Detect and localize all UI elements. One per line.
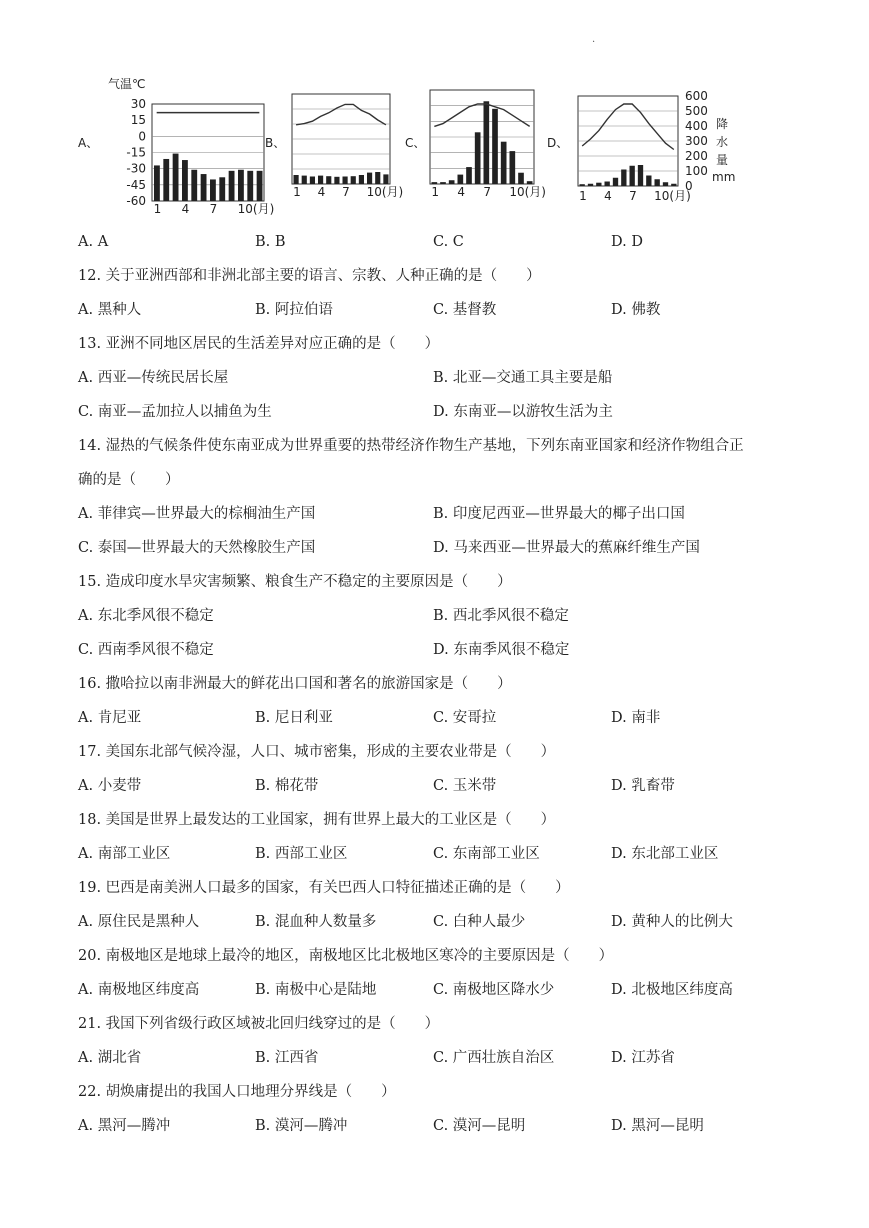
question-16-stem: 16. 撒哈拉以南非洲最大的鲜花出口国和著名的旅游国家是（ ）	[78, 676, 512, 692]
question-21-option-b: B. 江西省	[255, 1050, 319, 1066]
question-22-option-d: D. 黑河—昆明	[611, 1118, 704, 1134]
question-16-option-a: A. 肯尼亚	[78, 710, 142, 726]
chart-a-precip-bar	[201, 174, 207, 201]
question-18-option-c: C. 东南部工业区	[433, 846, 540, 862]
chart-d-precip-bar	[621, 170, 626, 187]
question-17-option-b: B. 棉花带	[255, 778, 319, 794]
question-14-option-d: D. 马来西亚—世界最大的蕉麻纤维生产国	[433, 540, 700, 556]
chart-b-precip-bar	[343, 177, 348, 185]
chart-d-month-label: 10(月)	[654, 189, 691, 203]
temp-tick-label: -60	[126, 194, 146, 208]
question-21-stem: 21. 我国下列省级行政区域被北回归线穿过的是（ ）	[78, 1016, 440, 1032]
question-20-option-a: A. 南极地区纬度高	[78, 982, 200, 998]
header-mark: .	[592, 34, 596, 45]
chart-c-precip-bar	[492, 109, 498, 184]
question-12-option-b: B. 阿拉伯语	[255, 302, 333, 318]
chart-a-precip-bar	[154, 165, 160, 201]
chart-d-precip-bar	[605, 182, 610, 187]
question-12-option-c: C. 基督教	[433, 302, 497, 318]
chart-a-precip-bar	[247, 171, 253, 201]
chart-option-label-b: B、	[265, 136, 286, 150]
chart-b-temp-line	[296, 104, 386, 124]
chart-d-month-label: 4	[604, 189, 612, 203]
question-19-option-a: A. 原住民是黑种人	[78, 914, 200, 930]
chart-a-precip-bar	[191, 170, 197, 201]
q11-option-a: A. A	[78, 234, 109, 250]
chart-c-precip-bar	[518, 173, 524, 184]
chart-a-precip-bar	[219, 177, 225, 201]
question-15-stem: 15. 造成印度水旱灾害频繁、粮食生产不稳定的主要原因是（ ）	[78, 574, 512, 590]
question-13-stem: 13. 亚洲不同地区居民的生活差异对应正确的是（ ）	[78, 336, 440, 352]
question-15-option-c: C. 西南季风很不稳定	[78, 642, 214, 658]
question-14-option-c: C. 泰国—世界最大的天然橡胶生产国	[78, 540, 316, 556]
chart-c-precip-bar	[501, 142, 507, 184]
chart-d-precip-bar	[613, 178, 618, 186]
chart-b-precip-bar	[294, 175, 299, 184]
chart-d-month-label: 7	[629, 189, 637, 203]
precip-axis-title-char: 降	[716, 117, 729, 131]
chart-a-month-label: 1	[153, 202, 162, 216]
chart-c-precip-bar	[458, 175, 464, 184]
chart-d-precip-bar	[663, 182, 668, 186]
temp-tick-label: -15	[126, 145, 146, 160]
precip-tick-label: 600	[685, 89, 708, 103]
precip-axis-title-char: 水	[716, 135, 729, 149]
question-18-option-b: B. 西部工业区	[255, 846, 348, 862]
question-17-option-d: D. 乳畜带	[611, 778, 675, 794]
temp-axis-title: 气温℃	[108, 77, 146, 91]
chart-b-precip-bar	[318, 176, 323, 184]
chart-b-precip-bar	[351, 176, 356, 184]
q11-option-b: B. B	[255, 234, 286, 250]
chart-d-precip-bar	[588, 184, 593, 186]
temp-tick-label: -30	[126, 161, 146, 176]
q11-option-d: D. D	[611, 234, 643, 250]
question-22-option-a: A. 黑河—腾冲	[78, 1118, 171, 1134]
chart-a-precip-bar	[182, 160, 188, 201]
chart-c-precip-bar	[466, 167, 472, 184]
question-19-option-d: D. 黄种人的比例大	[611, 914, 733, 930]
chart-d-month-label: 1	[579, 189, 587, 203]
chart-d-precip-bar	[630, 166, 635, 186]
question-22-stem: 22. 胡焕庸提出的我国人口地理分界线是（ ）	[78, 1084, 396, 1100]
temp-tick-label: 30	[130, 97, 146, 111]
chart-a-month-label: 4	[181, 202, 190, 216]
chart-a-precip-bar	[257, 171, 263, 201]
question-13-option-c: C. 南亚—孟加拉人以捕鱼为生	[78, 404, 272, 420]
chart-c-precip-bar	[527, 181, 533, 184]
chart-option-label-c: C、	[405, 136, 426, 150]
chart-c-precip-bar	[432, 182, 438, 184]
question-22-option-b: B. 漠河—腾冲	[255, 1118, 348, 1134]
question-20-option-b: B. 南极中心是陆地	[255, 982, 377, 998]
question-19-option-c: C. 白种人最少	[433, 914, 526, 930]
precip-tick-label: 300	[685, 134, 708, 148]
chart-c-month-label: 4	[457, 185, 465, 199]
chart-c-precip-bar	[475, 132, 481, 184]
question-12-stem: 12. 关于亚洲西部和非洲北部主要的语言、宗教、人种正确的是（ ）	[78, 268, 541, 284]
climate-charts-svg	[78, 74, 736, 216]
question-22-option-c: C. 漠河—昆明	[433, 1118, 526, 1134]
question-15-option-b: B. 西北季风很不稳定	[433, 608, 569, 624]
question-14-stem: 14. 湿热的气候条件使东南亚成为世界重要的热带经济作物生产基地，下列东南亚国家和经济作物组合正	[78, 438, 744, 454]
question-16-option-b: B. 尼日利亚	[255, 710, 333, 726]
chart-option-label-d: D、	[547, 136, 569, 150]
chart-a-precip-bar	[163, 159, 169, 201]
question-15-option-d: D. 东南季风很不稳定	[433, 642, 570, 658]
temp-tick-label: 0	[138, 129, 146, 144]
question-18-option-d: D. 东北部工业区	[611, 846, 719, 862]
chart-d-precip-bar	[646, 176, 651, 187]
question-21-option-a: A. 湖北省	[78, 1050, 142, 1066]
question-20-option-c: C. 南极地区降水少	[433, 982, 555, 998]
chart-c-precip-bar	[484, 101, 490, 184]
question-20-stem: 20. 南极地区是地球上最冷的地区，南极地区比北极地区寒冷的主要原因是（ ）	[78, 948, 614, 964]
chart-a-precip-bar	[229, 171, 235, 201]
question-15-option-a: A. 东北季风很不稳定	[78, 608, 214, 624]
precip-tick-label: 0	[685, 179, 693, 193]
question-17-stem: 17. 美国东北部气候冷湿，人口、城市密集，形成的主要农业带是（ ）	[78, 744, 556, 760]
question-16-option-c: C. 安哥拉	[433, 710, 497, 726]
question-14-option-a: A. 菲律宾—世界最大的棕榈油生产国	[78, 506, 316, 522]
chart-b-precip-bar	[359, 175, 364, 184]
question-16-option-d: D. 南非	[611, 710, 661, 726]
chart-a-month-label: 7	[209, 202, 218, 216]
chart-d-precip-bar	[655, 179, 660, 186]
question-20-option-d: D. 北极地区纬度高	[611, 982, 733, 998]
question-21-option-d: D. 江苏省	[611, 1050, 675, 1066]
question-17-option-c: C. 玉米带	[433, 778, 497, 794]
chart-b-month-label: 10(月)	[366, 185, 404, 199]
chart-b-month-label: 7	[342, 185, 350, 199]
chart-b-precip-bar	[334, 177, 339, 184]
question-19-stem: 19. 巴西是南美洲人口最多的国家，有关巴西人口特征描述正确的是（ ）	[78, 880, 570, 896]
q11-option-c: C. C	[433, 234, 464, 250]
question-17-option-a: A. 小麦带	[78, 778, 142, 794]
precip-tick-label: 400	[685, 119, 708, 133]
precip-axis-unit: mm	[712, 170, 736, 184]
question-13-option-b: B. 北亚—交通工具主要是船	[433, 370, 613, 386]
chart-c-temp-line	[434, 104, 529, 126]
chart-b-month-label: 1	[293, 185, 301, 199]
chart-b-precip-bar	[375, 172, 380, 184]
chart-c-precip-bar	[510, 151, 516, 184]
question-18-option-a: A. 南部工业区	[78, 846, 171, 862]
temp-tick-label: 15	[130, 113, 146, 128]
chart-a-precip-bar	[210, 179, 216, 201]
chart-b-precip-bar	[326, 176, 331, 184]
chart-d-precip-bar	[596, 183, 601, 186]
chart-b-month-label: 4	[317, 185, 326, 199]
question-12-option-d: D. 佛教	[611, 302, 661, 318]
chart-d-precip-bar	[671, 184, 676, 186]
question-13-option-d: D. 东南亚—以游牧生活为主	[433, 404, 613, 420]
question-12-option-a: A. 黑种人	[78, 302, 142, 318]
chart-option-label-a: A、	[78, 136, 99, 150]
question-13-option-a: A. 西亚—传统民居长屋	[78, 370, 229, 386]
chart-b-precip-bar	[310, 177, 315, 185]
precip-tick-label: 100	[685, 164, 708, 178]
climate-charts-figure	[78, 74, 736, 216]
question-19-option-b: B. 混血种人数量多	[255, 914, 377, 930]
chart-c-precip-bar	[440, 182, 446, 184]
chart-b-precip-bar	[302, 176, 307, 184]
chart-b-precip-bar	[367, 173, 372, 184]
question-18-stem: 18. 美国是世界上最发达的工业国家，拥有世界上最大的工业区是（ ）	[78, 812, 556, 828]
chart-d-precip-bar	[580, 184, 585, 186]
chart-c-month-label: 1	[431, 185, 439, 199]
chart-c-precip-bar	[449, 180, 455, 184]
precip-tick-label: 500	[685, 104, 708, 118]
chart-d-precip-bar	[638, 165, 643, 186]
question-21-option-c: C. 广西壮族自治区	[433, 1050, 555, 1066]
precip-tick-label: 200	[685, 149, 708, 163]
chart-a-precip-bar	[173, 154, 179, 201]
precip-axis-title-char: 量	[716, 153, 729, 167]
temp-tick-label: -45	[126, 177, 146, 192]
chart-a-month-label: 10(月)	[237, 202, 275, 216]
question-14-option-b: B. 印度尼西亚—世界最大的椰子出口国	[433, 506, 685, 522]
chart-a-precip-bar	[238, 170, 244, 201]
chart-c-month-label: 7	[483, 185, 491, 199]
chart-c-month-label: 10(月)	[509, 185, 546, 199]
question-14-stem-cont: 确的是（ ）	[78, 472, 180, 488]
chart-b-precip-bar	[383, 174, 388, 184]
